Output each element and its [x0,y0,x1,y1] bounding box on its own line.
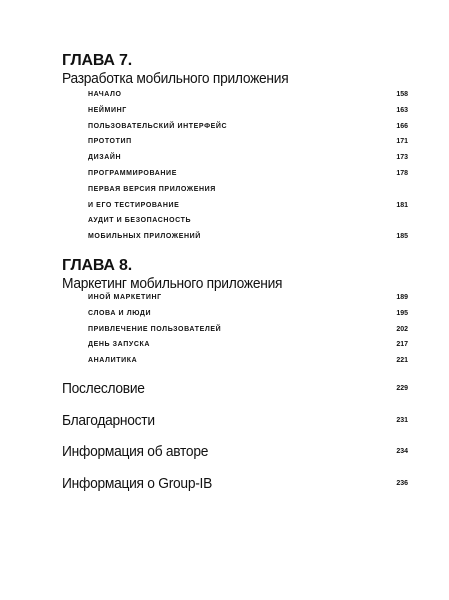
toc-entry-acknowledgements[interactable]: Благодарности 231 [62,412,408,429]
page-number: 171 [396,138,408,146]
page-number: 229 [396,385,408,392]
toc-entry[interactable]: И ЕГО ТЕСТИРОВАНИЕ 181 [88,201,408,209]
page-number: 158 [396,91,408,98]
toc-entry[interactable]: СЛОВА И ЛЮДИ 195 [88,309,408,317]
chapter-8-label: ГЛАВА 8. [62,257,132,274]
page-number: 166 [396,122,408,130]
page-number: 234 [396,448,408,455]
toc-entry-afterword[interactable]: Послесловие 229 [62,380,408,397]
page-number: 178 [396,169,408,177]
page-number: 189 [396,294,408,301]
toc-entry[interactable]: МОБИЛЬНЫХ ПРИЛОЖЕНИЙ 185 [88,233,408,241]
chapter-8-title: Маркетинг мобильного приложения [62,275,283,292]
chapter-7-label: ГЛАВА 7. [62,52,132,69]
chapter-7-heading [62,52,408,87]
page-number: 236 [396,480,408,487]
toc-entry-about-group-ib[interactable]: Информация о Group-IB 236 [62,475,408,492]
page-number: 217 [396,341,408,349]
chapter-7-entries [88,91,408,249]
toc-entry[interactable]: ПОЛЬЗОВАТЕЛЬСКИЙ ИНТЕРФЕЙС 166 [88,122,408,130]
toc-entry[interactable]: ПЕРВАЯ ВЕРСИЯ ПРИЛОЖЕНИЯ [88,185,216,193]
toc-entry[interactable]: ПРОТОТИП 171 [88,138,408,146]
toc-entry[interactable]: ИНОЙ МАРКЕТИНГ 189 [88,294,408,301]
chapter-8-entries [88,294,408,373]
page-number: 173 [396,154,408,162]
toc-entry[interactable]: НЕЙМИНГ 163 [88,106,408,114]
toc-entry[interactable]: ПРИВЛЕЧЕНИЕ ПОЛЬЗОВАТЕЛЕЙ 202 [88,325,408,333]
toc-entry[interactable]: ПРОГРАММИРОВАНИЕ 178 [88,169,408,177]
page-number: 185 [396,233,408,241]
toc-entry[interactable]: АНАЛИТИКА 221 [88,357,408,365]
page-number: 195 [396,309,408,317]
page-number: 163 [396,106,408,114]
page-number: 231 [396,417,408,424]
page-number: 202 [396,325,408,333]
toc-entry[interactable]: НАЧАЛО 158 [88,91,408,98]
page-number: 221 [396,357,408,365]
chapter-8-heading [62,257,408,292]
toc-entry-about-author[interactable]: Информация об авторе 234 [62,443,408,460]
page-number: 181 [396,201,408,209]
toc-entry[interactable]: АУДИТ И БЕЗОПАСНОСТЬ [88,217,192,225]
toc-entry[interactable]: ДЕНЬ ЗАПУСКА 217 [88,341,408,349]
chapter-7-title: Разработка мобильного приложения [62,70,289,87]
toc-entry[interactable]: ДИЗАЙН 173 [88,154,408,162]
